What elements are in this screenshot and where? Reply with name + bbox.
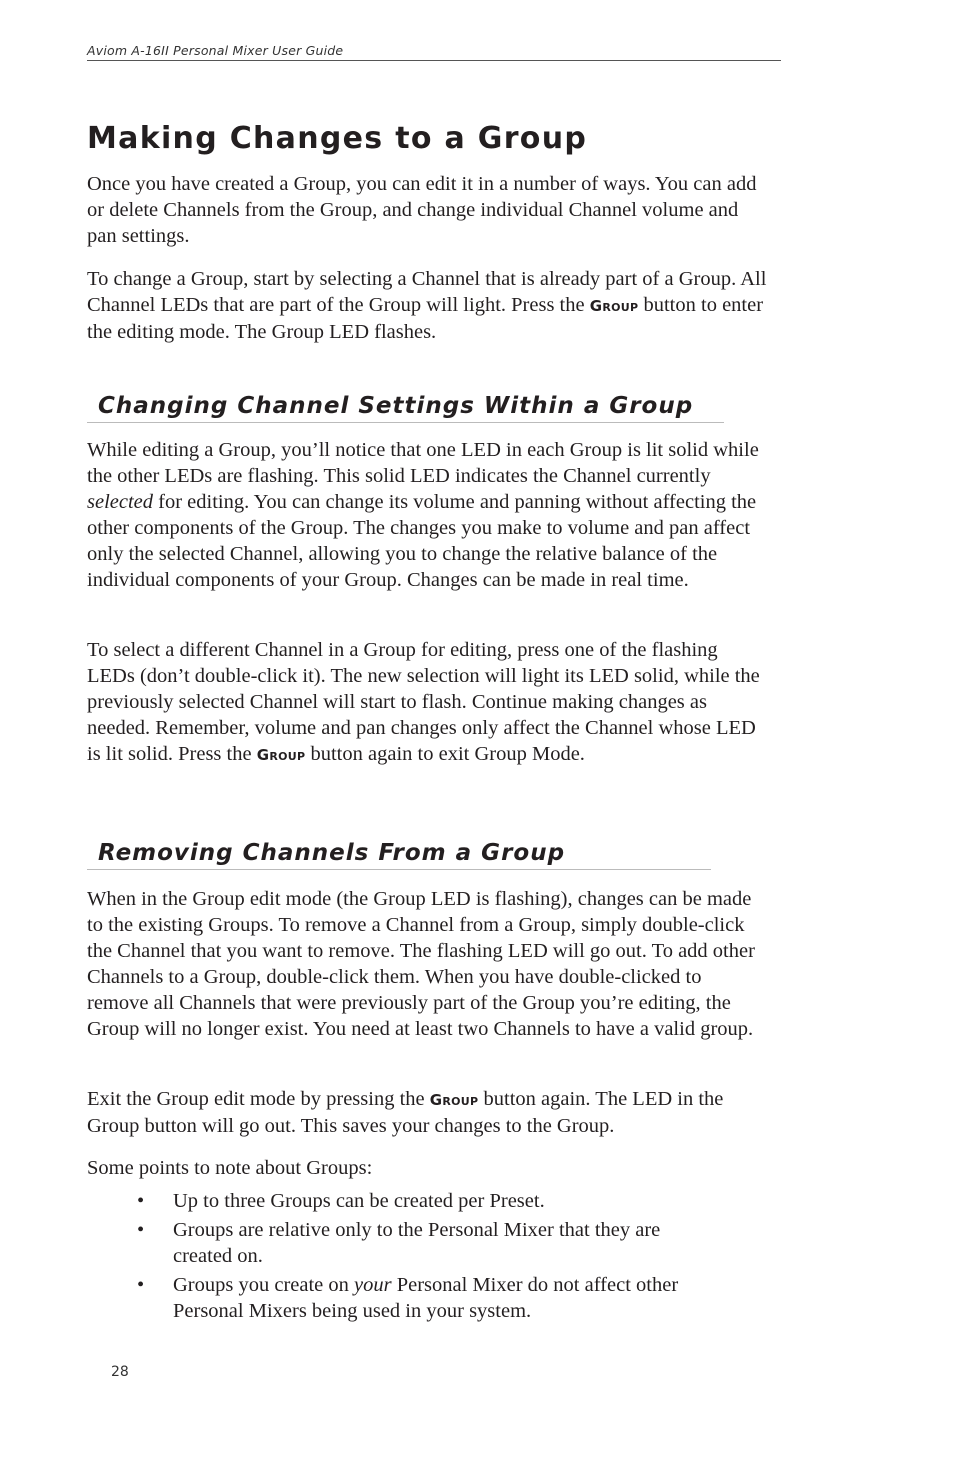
changing-settings-paragraph-1 [87, 437, 767, 593]
group-button-term: Group [589, 297, 639, 315]
removing-channels-paragraph-3: Some points to note about Groups: [87, 1157, 373, 1179]
list-item [87, 1272, 713, 1324]
list-item-text-before: Groups you create on [173, 1274, 355, 1296]
removing-channels-paragraph-2 [87, 1086, 767, 1139]
list-item-emphasis: your [354, 1274, 392, 1296]
rc-p2-text-before: Exit the Group edit mode by pressing the [87, 1088, 430, 1110]
running-header: Aviom A-16II Personal Mixer User Guide [87, 43, 781, 61]
cs-p1-text-before: While editing a Group, you’ll notice that one LED in each Group is lit solid while the other LEDs are flashing. This solid LED indicates the Channel currently [87, 439, 759, 487]
list-item-text-after: Personal Mixer do not affect other Personal Mixers being used in your system. [173, 1274, 679, 1322]
list-item [87, 1217, 713, 1269]
intro-paragraph-2 [87, 266, 767, 345]
intro-paragraph-1: Once you have created a Group, you can edit it in a number of ways. You can add or delete Channels from the Group, and change individual Channel volume and pan settings. [87, 173, 757, 247]
cs-p2-text-after: button again to exit Group Mode. [305, 743, 585, 765]
cs-p1-text-after: for editing. You can change its volume and panning without affecting the other components of the Group. The changes you make to volume and pan affect only the selected Channel, allowing you to change the relative balance of the individual components of your Group. Changes can be made in real time. [87, 491, 757, 591]
removing-channels-paragraph-1: When in the Group edit mode (the Group LED is flashing), changes can be made to the existing Groups. To remove a Channel from a Group, simply double-click the Channel that you want to remove. The flashing LED will go out. To add other Channels to a Group, double-click them. When you have double-clicked to remove all Channels that were previously part of the Group you’re editing, the Group will no longer exist. You need at least two Channels to have a valid group. [87, 888, 755, 1040]
group-button-term: Group [256, 746, 306, 764]
intro-p2-text-before: To change a Group, start by selecting a Channel that is already part of a Group. All Channel LEDs that are part of the Group will light. Press the [87, 268, 767, 316]
bullet-icon: • [137, 1219, 145, 1241]
subsection-title-changing-settings: Changing Channel Settings Within a Group [87, 391, 724, 423]
cs-p1-emphasis: selected [87, 491, 154, 513]
subsection-title-removing-channels: Removing Channels From a Group [87, 838, 711, 870]
section-title: Making Changes to a Group [87, 121, 588, 156]
bullet-icon: • [137, 1190, 145, 1212]
page-number: 28 [111, 1364, 129, 1380]
rc-p2-text-after: button again. The LED in the Group button will go out. This saves your changes to the Group. [87, 1088, 724, 1137]
intro-p2-text-after: button to enter the editing mode. The Group LED flashes. [87, 294, 764, 343]
bullet-icon: • [137, 1274, 145, 1296]
cs-p2-text-before: To select a different Channel in a Group for editing, press one of the flashing LEDs (don’t double-click it). The new selection will light its LED solid, while the previously selected Channel will start to flash. Continue making changes as needed. Remember, volume and pan changes only affect the Channel whose LED is lit solid. Press the [87, 639, 760, 765]
changing-settings-paragraph-2 [87, 637, 767, 768]
group-button-term: Group [429, 1091, 479, 1109]
list-item-text: Up to three Groups can be created per Preset. [173, 1190, 545, 1212]
list-item-text: Groups are relative only to the Personal Mixer that they are created on. [173, 1219, 661, 1267]
list-item [87, 1188, 713, 1214]
group-notes-list [87, 1188, 747, 1327]
